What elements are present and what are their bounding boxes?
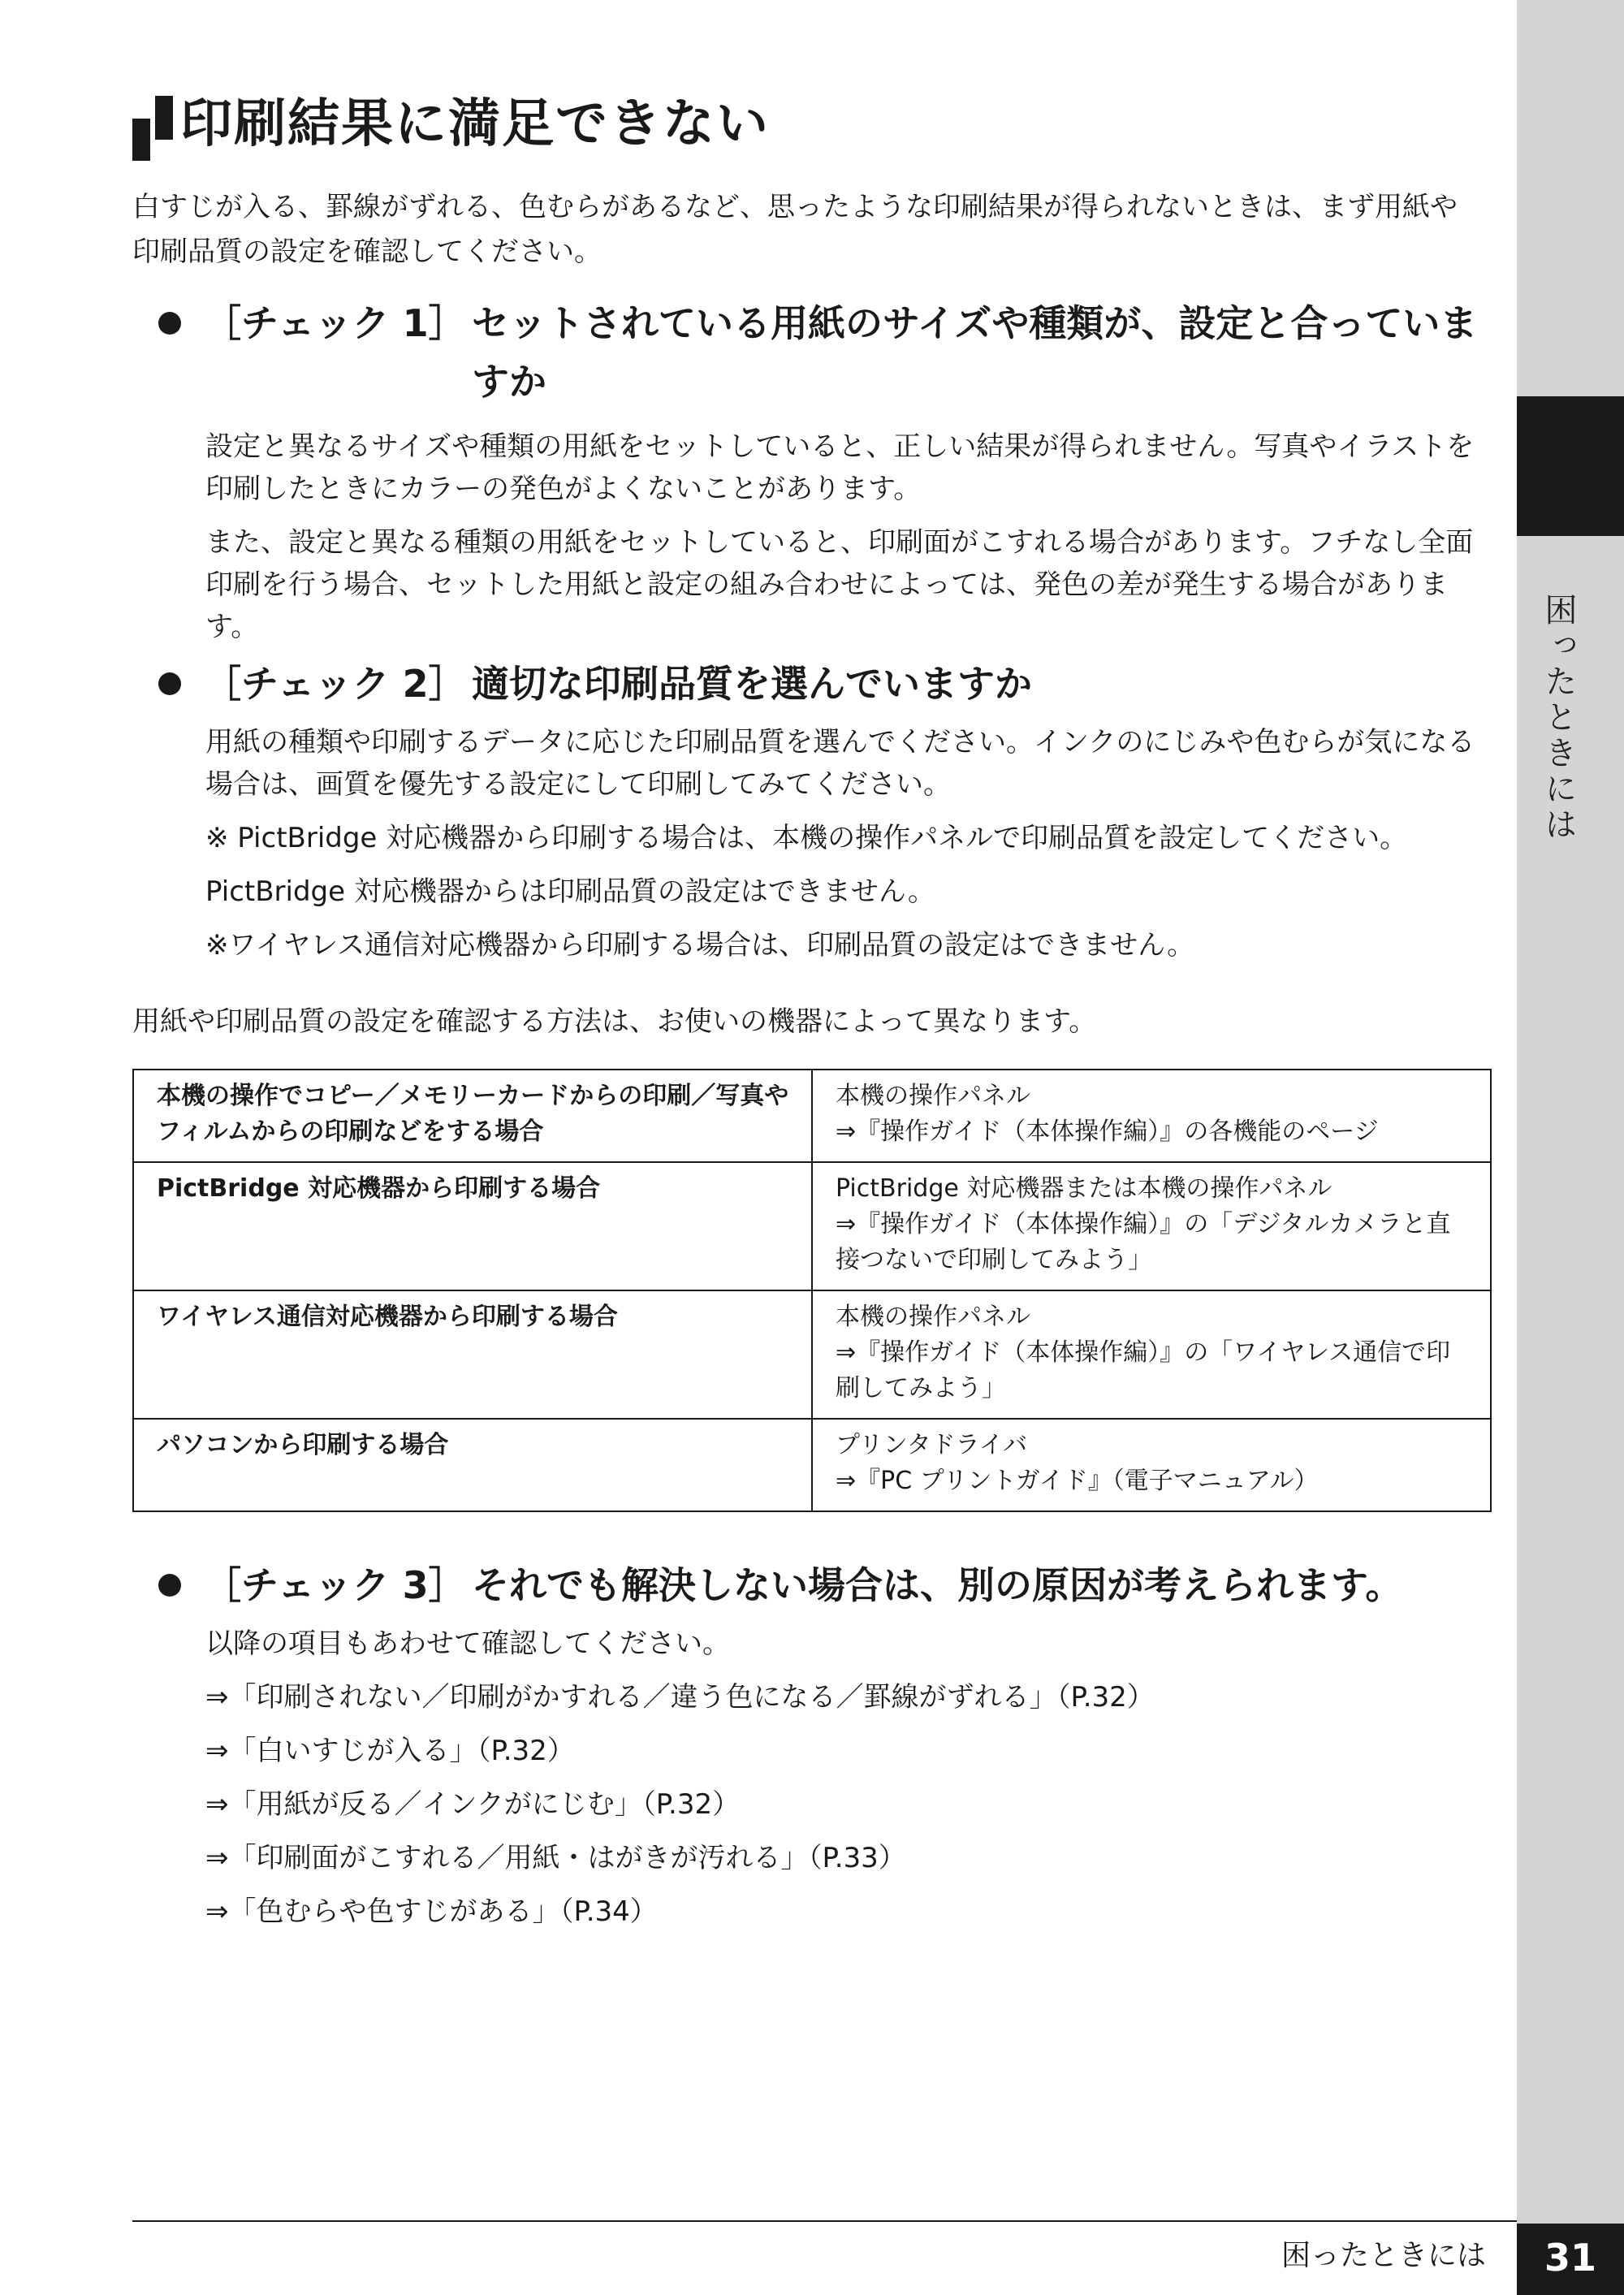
table-row: [133, 1419, 1491, 1511]
check-3-paragraph: 以降の項目もあわせて確認してください。: [205, 1627, 730, 1660]
side-tab-marker: [1517, 396, 1624, 536]
bullet-icon: [158, 312, 181, 335]
method-destination: 本機の操作パネル: [836, 1082, 1030, 1110]
table-cell-method: [812, 1070, 1491, 1162]
page-number: 31: [1544, 2236, 1596, 2280]
bullet-icon: [158, 1574, 181, 1597]
table-cell-case: パソコンから印刷する場合: [133, 1419, 812, 1511]
method-destination: プリンタドライバ: [836, 1431, 1028, 1459]
footer-divider: [132, 2220, 1517, 2222]
check-2-paragraph: 用紙の種類や印刷するデータに応じた印刷品質を選んでください。インクのにじみや色むらが気になる場合は、画質を優先する設定にして印刷してみてください。: [205, 726, 1475, 801]
check-1-paragraph-2: また、設定と異なる種類の用紙をセットしていると、印刷面がこすれる場合があります。フチなし全面印刷を行う場合、セットした用紙と設定の組み合わせによっては、発色の差が発生する場合があります。: [205, 526, 1474, 643]
table-cell-case: PictBridge 対応機器から印刷する場合: [133, 1162, 812, 1290]
check-2-note-2: ※ワイヤレス通信対応機器から印刷する場合は、印刷品質の設定はできません。: [205, 929, 1195, 962]
table-row: [133, 1162, 1491, 1290]
method-destination: PictBridge 対応機器または本機の操作パネル: [836, 1174, 1332, 1203]
check-2-heading: [158, 655, 1490, 713]
table-cell-method: [812, 1290, 1491, 1419]
table-cell-case: ワイヤレス通信対応機器から印刷する場合: [133, 1290, 812, 1419]
side-tab-label: 困ったときには: [1540, 593, 1577, 843]
title-bar-icon: [132, 96, 175, 161]
check-1-question: セットされている用紙のサイズや種類が、設定と合っていますか: [472, 301, 1478, 404]
check-2-note-1: ※ PictBridge 対応機器から印刷する場合は、本機の操作パネルで印刷品質を設定してください。: [205, 822, 1408, 854]
table-cell-method: [812, 1419, 1491, 1511]
settings-method-table: [132, 1069, 1492, 1512]
reference-link[interactable]: ⇒「色むらや色すじがある」（P.34）: [205, 1895, 658, 1928]
method-destination: 本機の操作パネル: [836, 1303, 1030, 1331]
reference-link[interactable]: ⇒「用紙が反る／インクがにじむ」（P.32）: [205, 1788, 741, 1821]
table-row: [133, 1290, 1491, 1419]
check-3-section: [158, 1556, 1490, 1944]
table-cell-method: [812, 1162, 1491, 1290]
method-reference: ⇒『操作ガイド（本体操作編）』の各機能のページ: [836, 1117, 1379, 1146]
method-reference: ⇒『操作ガイド（本体操作編）』の「デジタルカメラと直接つないで印刷してみよう」: [836, 1210, 1451, 1274]
check-3-body: [205, 1623, 1490, 1933]
table-cell-case: 本機の操作でコピー／メモリーカードからの印刷／写真やフィルムからの印刷などをする場合: [133, 1070, 812, 1162]
bullet-icon: [158, 672, 181, 695]
check-1-section: [158, 294, 1490, 659]
reference-link[interactable]: ⇒「印刷面がこすれる／用紙・はがきが汚れる」（P.33）: [205, 1842, 906, 1874]
table-row: [133, 1070, 1491, 1162]
check-2-question: 適切な印刷品質を選んでいますか: [472, 662, 1032, 706]
footer-section-title: 困ったときには: [1281, 2239, 1487, 2272]
table-intro: 用紙や印刷品質の設定を確認する方法は、お使いの機器によって異なります。: [132, 1005, 1097, 1038]
check-2-body: [205, 721, 1490, 966]
check-2-label: ［チェック 2］: [204, 662, 466, 706]
check-1-heading: [158, 294, 1490, 411]
check-1-body: [205, 426, 1490, 648]
check-3-label: ［チェック 3］: [204, 1563, 466, 1607]
check-1-paragraph-1: 設定と異なるサイズや種類の用紙をセットしていると、正しい結果が得られません。写真やイラストを印刷したときにカラーの発色がよくないことがあります。: [205, 430, 1475, 505]
method-reference: ⇒『PC プリントガイド』（電子マニュアル）: [836, 1467, 1319, 1495]
check-2-section: [158, 655, 1490, 978]
check-3-question: それでも解決しない場合は、別の原因が考えられます。: [472, 1563, 1403, 1607]
check-3-heading: [158, 1556, 1490, 1614]
intro-paragraph: 白すじが入る、罫線がずれる、色むらがあるなど、思ったような印刷結果が得られないときは、まず用紙や印刷品質の設定を確認してください。: [132, 191, 1458, 268]
check-1-label: ［チェック 1］: [204, 301, 466, 345]
side-tab-strip: [1517, 0, 1624, 2295]
check-2-note-1-continued: PictBridge 対応機器からは印刷品質の設定はできません。: [205, 875, 935, 908]
reference-link[interactable]: ⇒「白いすじが入る」（P.32）: [205, 1735, 575, 1767]
method-reference: ⇒『操作ガイド（本体操作編）』の「ワイヤレス通信で印刷してみよう」: [836, 1338, 1451, 1402]
page-title: 印刷結果に満足できない: [180, 94, 770, 154]
reference-link[interactable]: ⇒「印刷されない／印刷がかすれる／違う色になる／罫線がずれる」（P.32）: [205, 1681, 1155, 1714]
